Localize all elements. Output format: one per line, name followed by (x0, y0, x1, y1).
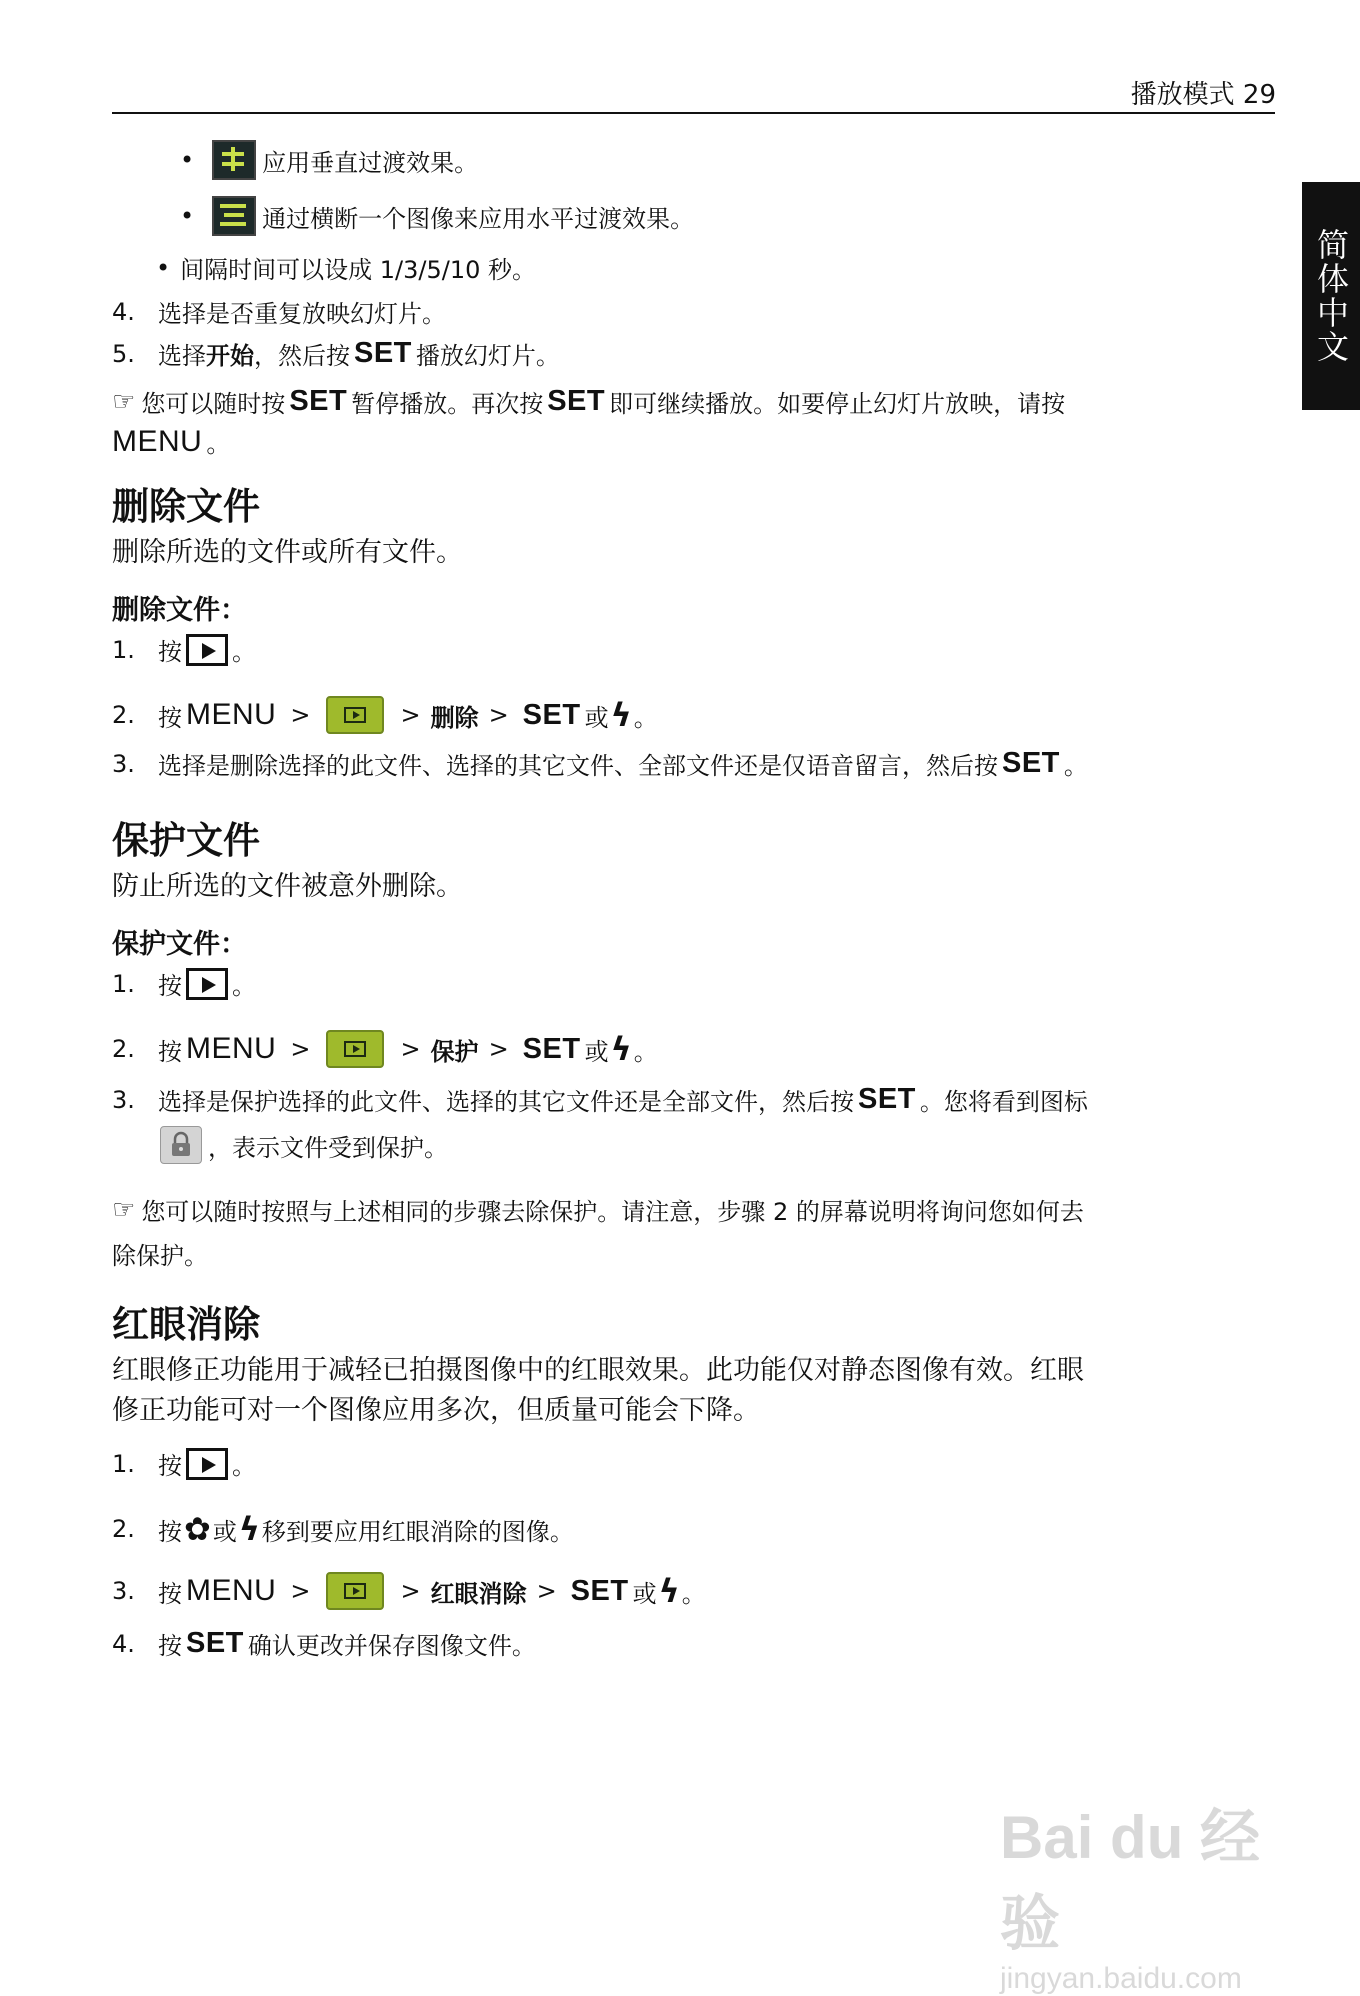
header-divider (112, 112, 1275, 114)
flash-icon: ϟ (610, 696, 632, 734)
section-title: 删除文件 (112, 485, 260, 528)
set-key: SET (354, 337, 412, 369)
step: 3. 选择是保护选择的此文件、选择的其它文件还是全部文件，然后按 SET 。您将看到图标 (112, 1083, 1088, 1116)
playback-button-icon (186, 968, 228, 1000)
section-description: 删除所选的文件或所有文件。 (112, 537, 463, 568)
flash-icon: ϟ (238, 1510, 260, 1548)
pointing-hand-icon: ☞ (112, 1194, 136, 1225)
flash-icon: ϟ (658, 1572, 680, 1610)
watermark-url: jingyan.baidu.com (1000, 1962, 1242, 1995)
menu-key: MENU (186, 1574, 277, 1607)
step-continuation: ，表示文件受到保护。 (160, 1126, 448, 1164)
language-tab (1302, 182, 1360, 410)
menu-key: MENU (186, 698, 277, 731)
set-key: SET (570, 1574, 629, 1607)
menu-key: MENU (186, 1032, 277, 1065)
playback-menu-icon (326, 696, 384, 734)
set-key: SET (289, 385, 348, 417)
section-subtitle: 删除文件： (112, 595, 247, 626)
step: 1. 按 。 (112, 635, 256, 666)
set-key: SET (522, 1032, 581, 1065)
set-key: SET (547, 385, 606, 417)
language-tab-label: 简体中文 (1312, 228, 1350, 364)
step: 4. 按 SET 确认更改并保存图像文件。 (112, 1627, 536, 1660)
step: 5. 选择 开始 ，然后按 SET 播放幻灯片。 (112, 337, 560, 370)
set-key: SET (522, 698, 581, 731)
list-item: • 间隔时间可以设成 1/3/5/10 秒。 (156, 253, 537, 284)
playback-button-icon (186, 634, 228, 666)
step: 3. 选择是删除选择的此文件、选择的其它文件、全部文件还是仅语音留言，然后按 SET 。 (112, 747, 1088, 780)
watermark-logo: Bai du 经验 (1000, 1804, 1261, 1957)
list-item: • 通过横断一个图像来应用水平过渡效果。 (180, 196, 694, 236)
pointing-hand-icon: ☞ (112, 386, 136, 417)
step: 1. 按 。 (112, 969, 256, 1000)
section-description: 防止所选的文件被意外删除。 (112, 871, 463, 902)
note: ☞ 您可以随时按照与上述相同的步骤去除保护。请注意，步骤 2 的屏幕说明将询问您如何去 (112, 1194, 1084, 1226)
set-key: SET (858, 1083, 916, 1115)
note: MENU 。 (112, 424, 231, 458)
page-header-title: 播放模式 29 (1130, 80, 1276, 110)
step: 4. 选择是否重复放映幻灯片。 (112, 297, 446, 328)
menu-key: MENU (112, 424, 203, 458)
playback-menu-icon (326, 1030, 384, 1068)
section-description: 红眼修正功能用于减轻已拍摄图像中的红眼效果。此功能仅对静态图像有效。红眼 (112, 1355, 1084, 1386)
set-key: SET (186, 1627, 244, 1659)
section-subtitle: 保护文件： (112, 929, 247, 960)
step: 2. 按 ✿ 或 ϟ 移到要应用红眼消除的图像。 (112, 1510, 574, 1548)
horizontal-transition-icon (212, 196, 256, 236)
playback-menu-icon (326, 1572, 384, 1610)
step: 3. 按 MENU > > 红眼消除 > SET 或 ϟ 。 (112, 1572, 706, 1610)
section-title: 保护文件 (112, 819, 260, 862)
list-item: • 应用垂直过渡效果。 (180, 140, 478, 180)
set-key: SET (1002, 747, 1060, 779)
step: 2. 按 MENU > > 保护 > SET 或 ϟ 。 (112, 1030, 658, 1068)
playback-button-icon (186, 1448, 228, 1480)
step: 2. 按 MENU > > 删除 > SET 或 ϟ 。 (112, 696, 658, 734)
note: ☞ 您可以随时按 SET 暂停播放。再次按 SET 即可继续播放。如要停止幻灯片放映，请按 (112, 385, 1066, 418)
section-description: 修正功能可对一个图像应用多次，但质量可能会下降。 (112, 1395, 760, 1426)
vertical-transition-icon (212, 140, 256, 180)
macro-flower-icon: ✿ (184, 1510, 211, 1548)
section-title: 红眼消除 (112, 1303, 260, 1346)
flash-icon: ϟ (610, 1030, 632, 1068)
lock-icon (160, 1126, 202, 1164)
note-continuation: 除保护。 (112, 1242, 208, 1270)
baidu-watermark (1000, 1790, 1300, 1995)
step: 1. 按 。 (112, 1449, 256, 1480)
